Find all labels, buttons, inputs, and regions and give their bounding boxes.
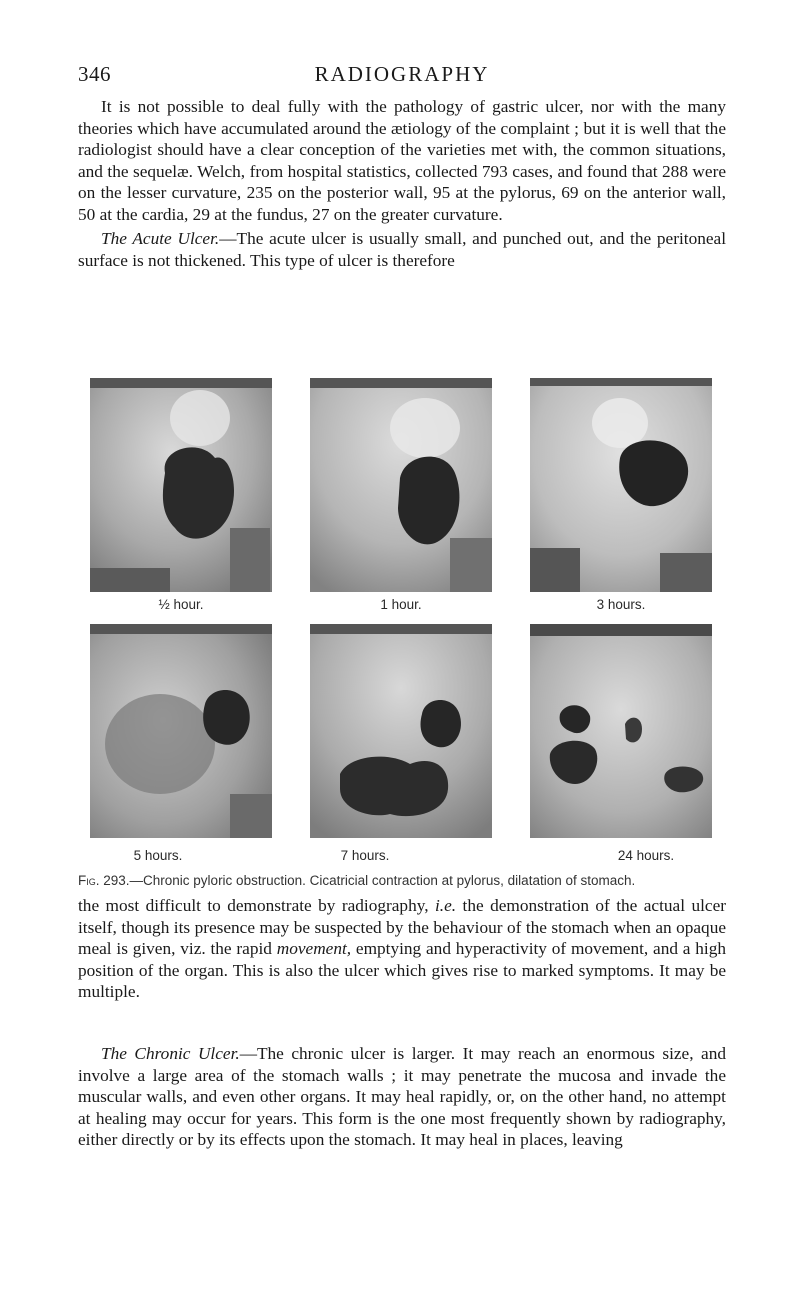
para3-text-b: the demonstration of the actual ulcer itself, though its presence may be suspected by the behaviour of the stomach when an opaque meal is given, viz. the rapid (78, 896, 726, 958)
acute-ulcer-text: —The acute ulcer is usually small, and punched out, and the peritoneal surface is not thickened. This type of ulcer is therefore (78, 229, 727, 270)
page-number: 346 (78, 62, 111, 86)
chronic-ulcer-heading: The Chronic Ulcer. (101, 1044, 240, 1063)
figure-caption (78, 873, 726, 888)
xray-panel-24-hours (530, 624, 712, 838)
paragraph-pathology: It is not possible to deal fully with the pathology of gastric ulcer, nor with the many theories which have accumulated around the ætiology of the complaint ; but it is well that the radiologist should have a clear conception of the varieties met with, the common situations, and the sequelæ. Welch, from hospital statistics, collected 793 cases, and found that 288 were on the lesser curvature, 235 on the posterior wall, 95 at the pylorus, 69 on the anterior wall, 50 at the cardia, 29 at the fundus, 27 on the greater curvature. (78, 97, 726, 224)
acute-ulcer-heading: The Acute Ulcer. (101, 229, 220, 248)
paragraph-chronic-ulcer (78, 1043, 726, 1151)
xray-panel-7-hours (310, 624, 492, 838)
paragraph-acute-ulcer (78, 228, 726, 271)
xray-panel-5-hours (90, 624, 272, 838)
para3-text-a: the most difficult to demonstrate by radiography, (78, 896, 435, 915)
paragraph-acute-ulcer-continued (78, 895, 726, 1003)
panel-label-7-hours: 7 hours. (340, 848, 390, 863)
xray-panel-half-hour (90, 378, 272, 592)
para3-movement: movement, (276, 939, 352, 958)
panel-label-5-hours: 5 hours. (133, 848, 183, 863)
panel-label-3-hours: 3 hours. (596, 597, 646, 612)
figure-number: Fig. 293. (78, 873, 130, 888)
figure-caption-text: —Chronic pyloric obstruction. Cicatricial contraction at pylorus, dilatation of stomach. (129, 873, 636, 888)
page-header (78, 62, 726, 92)
panel-label-24-hours: 24 hours. (617, 848, 675, 863)
running-head: RADIOGRAPHY (314, 62, 490, 86)
para3-ie: i.e. (434, 896, 457, 915)
figure-293 (78, 372, 726, 892)
xray-panel-1-hour (310, 378, 492, 592)
para3-text-c: emptying and hyperactivity of movement, and a high position of the organ. This is also the ulcer which gives rise to marked symptoms. It may be multiple. (78, 939, 726, 1001)
xray-panel-3-hours (530, 378, 712, 592)
chronic-ulcer-text: —The chronic ulcer is larger. It may reach an enormous size, and involve a large area of the stomach walls ; it may penetrate the mucosa and invade the muscular walls, and even other organs. It may heal rapidly, or, on the other hand, no attempt at healing may occur for years. This form is the one most frequently shown by radiography, either directly or by its effects upon the stomach. It may heal in places, leaving (78, 1044, 726, 1149)
panel-label-1-hour: 1 hour. (380, 597, 422, 612)
panel-label-half-hour: ½ hour. (158, 597, 204, 612)
